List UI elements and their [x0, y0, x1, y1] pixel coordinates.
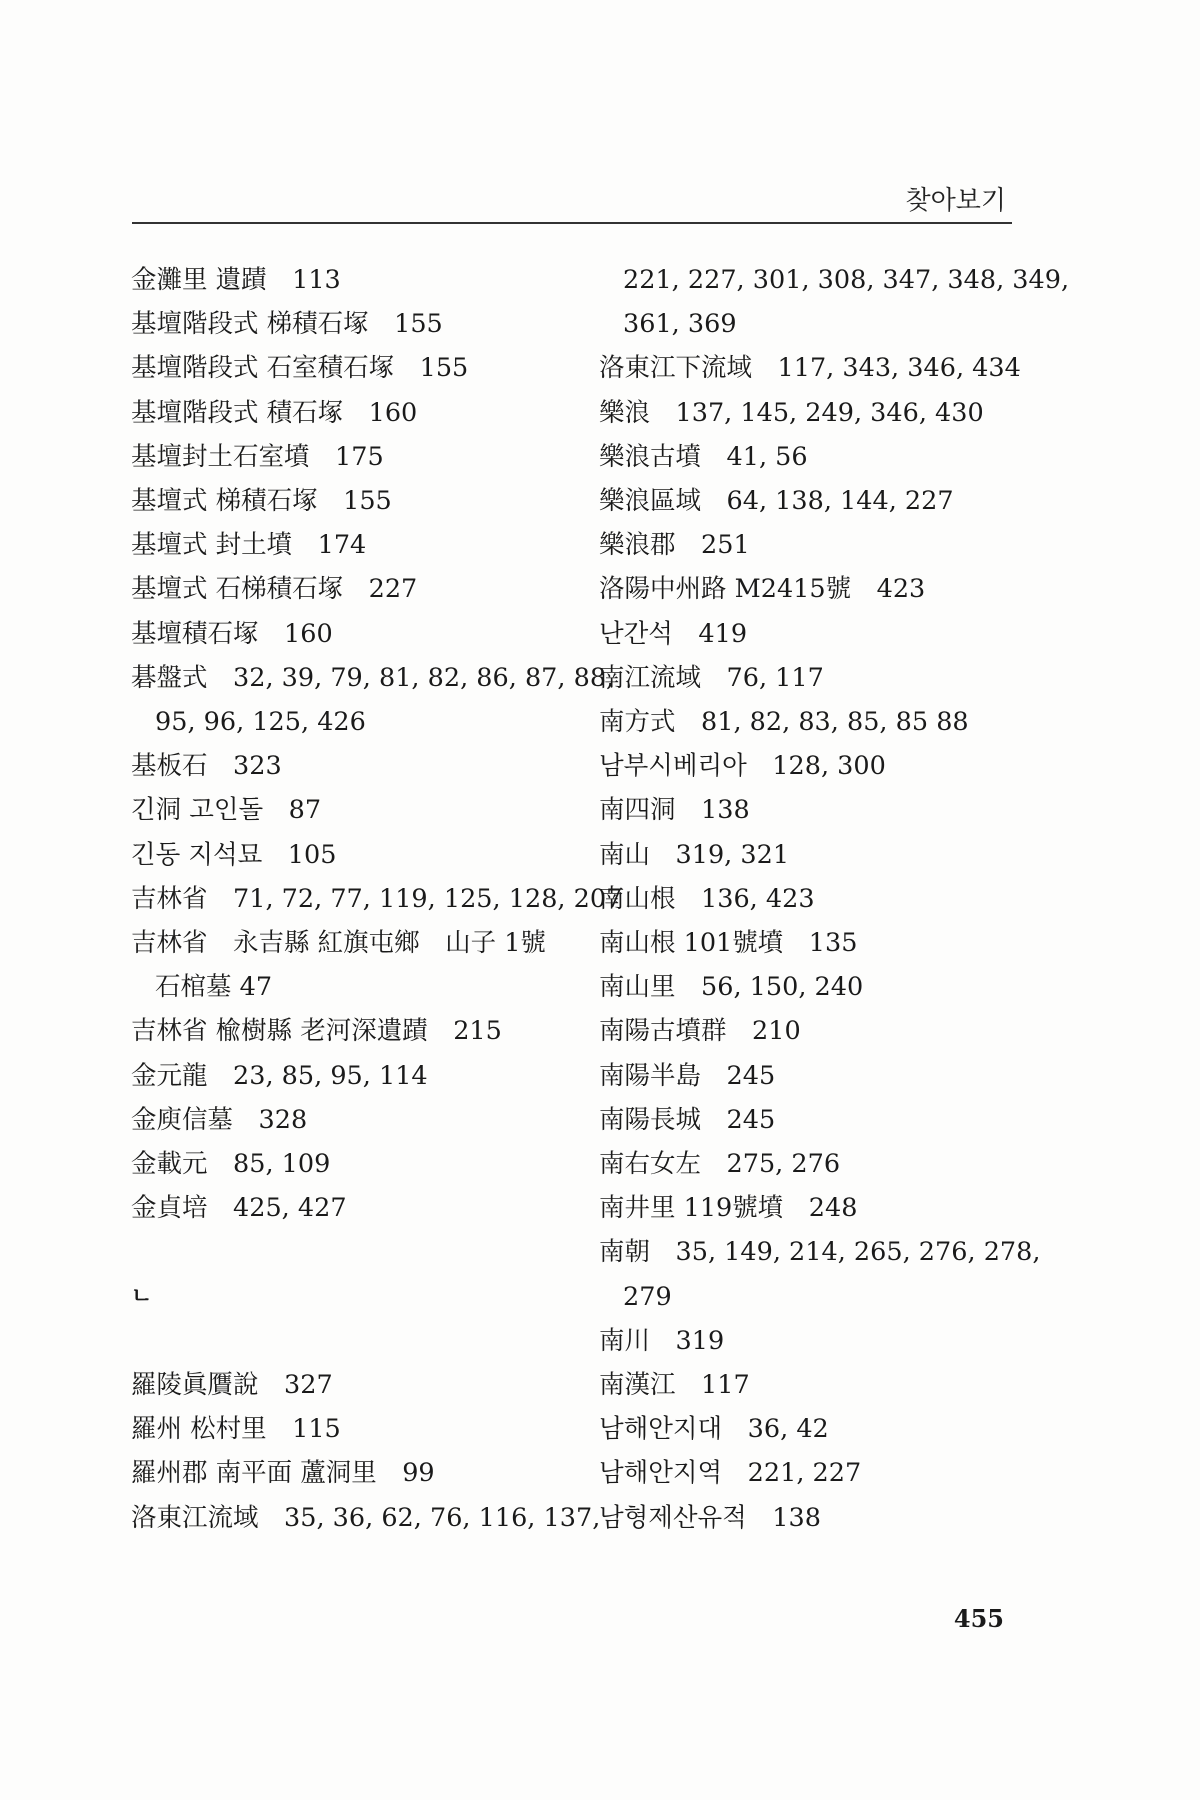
- index-entry: 南山 319, 321: [599, 839, 790, 870]
- index-entry: 基壇式 梯積石塚 155: [131, 486, 392, 517]
- index-entry: 羅州郡 南平面 蘆洞里 99: [131, 1458, 435, 1489]
- section-heading: ㄴ: [131, 1283, 153, 1309]
- index-entry: 南山里 56, 150, 240: [599, 972, 864, 1003]
- index-column-left: [131, 258, 623, 1540]
- index-entry: 남형제산유적 138: [599, 1502, 821, 1533]
- index-entry: 基壇積石塚 160: [131, 618, 333, 649]
- index-entry: 긴洞 고인돌 87: [131, 795, 322, 826]
- index-entry: 基壇階段式 石室積石塚 155: [131, 353, 469, 384]
- header-rule: [132, 222, 1012, 224]
- index-entry: 남부시베리아 128, 300: [599, 751, 886, 782]
- index-entry: 南朝 35, 149, 214, 265, 276, 278,: [599, 1237, 1041, 1268]
- index-entry: 洛陽中州路 M2415號 423: [599, 574, 926, 605]
- running-header-title: 찾아보기: [905, 186, 1006, 216]
- index-entry-continuation: 279: [623, 1281, 672, 1312]
- index-entry: 南陽長城 245: [599, 1104, 776, 1135]
- index-entry: 碁盤式 32, 39, 79, 81, 82, 86, 87, 88,: [131, 662, 615, 693]
- index-entry: 南漢江 117: [599, 1370, 750, 1401]
- index-entry: 남해안지대 36, 42: [599, 1414, 829, 1445]
- index-entry: 吉林省 永吉縣 紅旗屯鄉 山子 1號: [131, 928, 546, 959]
- index-entry: 金灘里 遺蹟 113: [131, 265, 341, 295]
- index-entry: 基壇階段式 積石塚 160: [131, 397, 418, 428]
- index-entry-continuation: 221, 227, 301, 308, 347, 348, 349,: [623, 265, 1070, 295]
- index-entry-continuation: 石棺墓 47: [155, 972, 273, 1003]
- page-number: 455: [953, 1604, 1004, 1633]
- index-entry: 南山根 101號墳 135: [599, 928, 858, 959]
- index-entry: 金元龍 23, 85, 95, 114: [131, 1060, 428, 1091]
- index-entry: 金庾信墓 328: [131, 1104, 308, 1135]
- index-entry: 난간석 419: [599, 618, 748, 649]
- index-entry: 南山根 136, 423: [599, 883, 815, 914]
- index-entry: 金貞培 425, 427: [131, 1193, 347, 1224]
- index-entry: 基壇式 封土墳 174: [131, 530, 367, 561]
- index-entry: 洛東江流域 35, 36, 62, 76, 116, 137,: [131, 1502, 601, 1533]
- index-entry: 南井里 119號墳 248: [599, 1193, 858, 1224]
- index-entry: 洛東江下流域 117, 343, 346, 434: [599, 353, 1021, 384]
- index-entry: 南陽古墳群 210: [599, 1016, 801, 1047]
- index-entry: 吉林省 71, 72, 77, 119, 125, 128, 207: [131, 883, 623, 914]
- index-entry: 樂浪區域 64, 138, 144, 227: [599, 486, 954, 517]
- index-entry: 樂浪 137, 145, 249, 346, 430: [599, 397, 984, 428]
- index-entry-continuation: 95, 96, 125, 426: [155, 707, 366, 738]
- index-entry: 南右女左 275, 276: [599, 1149, 841, 1180]
- index-entry: 金載元 85, 109: [131, 1149, 331, 1180]
- index-entry: 南川 319: [599, 1325, 725, 1356]
- index-entry: 南四洞 138: [599, 795, 750, 826]
- index-entry: 남해안지역 221, 227: [599, 1458, 862, 1489]
- index-entry: 樂浪古墳 41, 56: [599, 441, 808, 472]
- index-entry: 羅陵眞贋說 327: [131, 1370, 333, 1401]
- index-entry: 基壇式 石梯積石塚 227: [131, 574, 418, 605]
- index-entry: 南陽半島 245: [599, 1060, 776, 1091]
- index-column-right: [599, 258, 1070, 1540]
- index-entry: 基壇封土石室墳 175: [131, 441, 384, 472]
- index-entry: 吉林省 楡樹縣 老河深遺蹟 215: [131, 1016, 502, 1047]
- index-entry: 긴동 지석묘 105: [131, 839, 337, 870]
- blank-line: [131, 1319, 571, 1363]
- index-entry: 羅州 松村里 115: [131, 1414, 341, 1445]
- blank-line: [131, 1230, 571, 1274]
- index-entry: 南江流域 76, 117: [599, 662, 824, 693]
- index-entry-continuation: 361, 369: [623, 309, 737, 340]
- index-entry: 基壇階段式 梯積石塚 155: [131, 309, 443, 340]
- index-entry: 樂浪郡 251: [599, 530, 750, 561]
- index-entry: 基板石 323: [131, 751, 282, 782]
- index-entry: 南方式 81, 82, 83, 85, 85 88: [599, 707, 969, 738]
